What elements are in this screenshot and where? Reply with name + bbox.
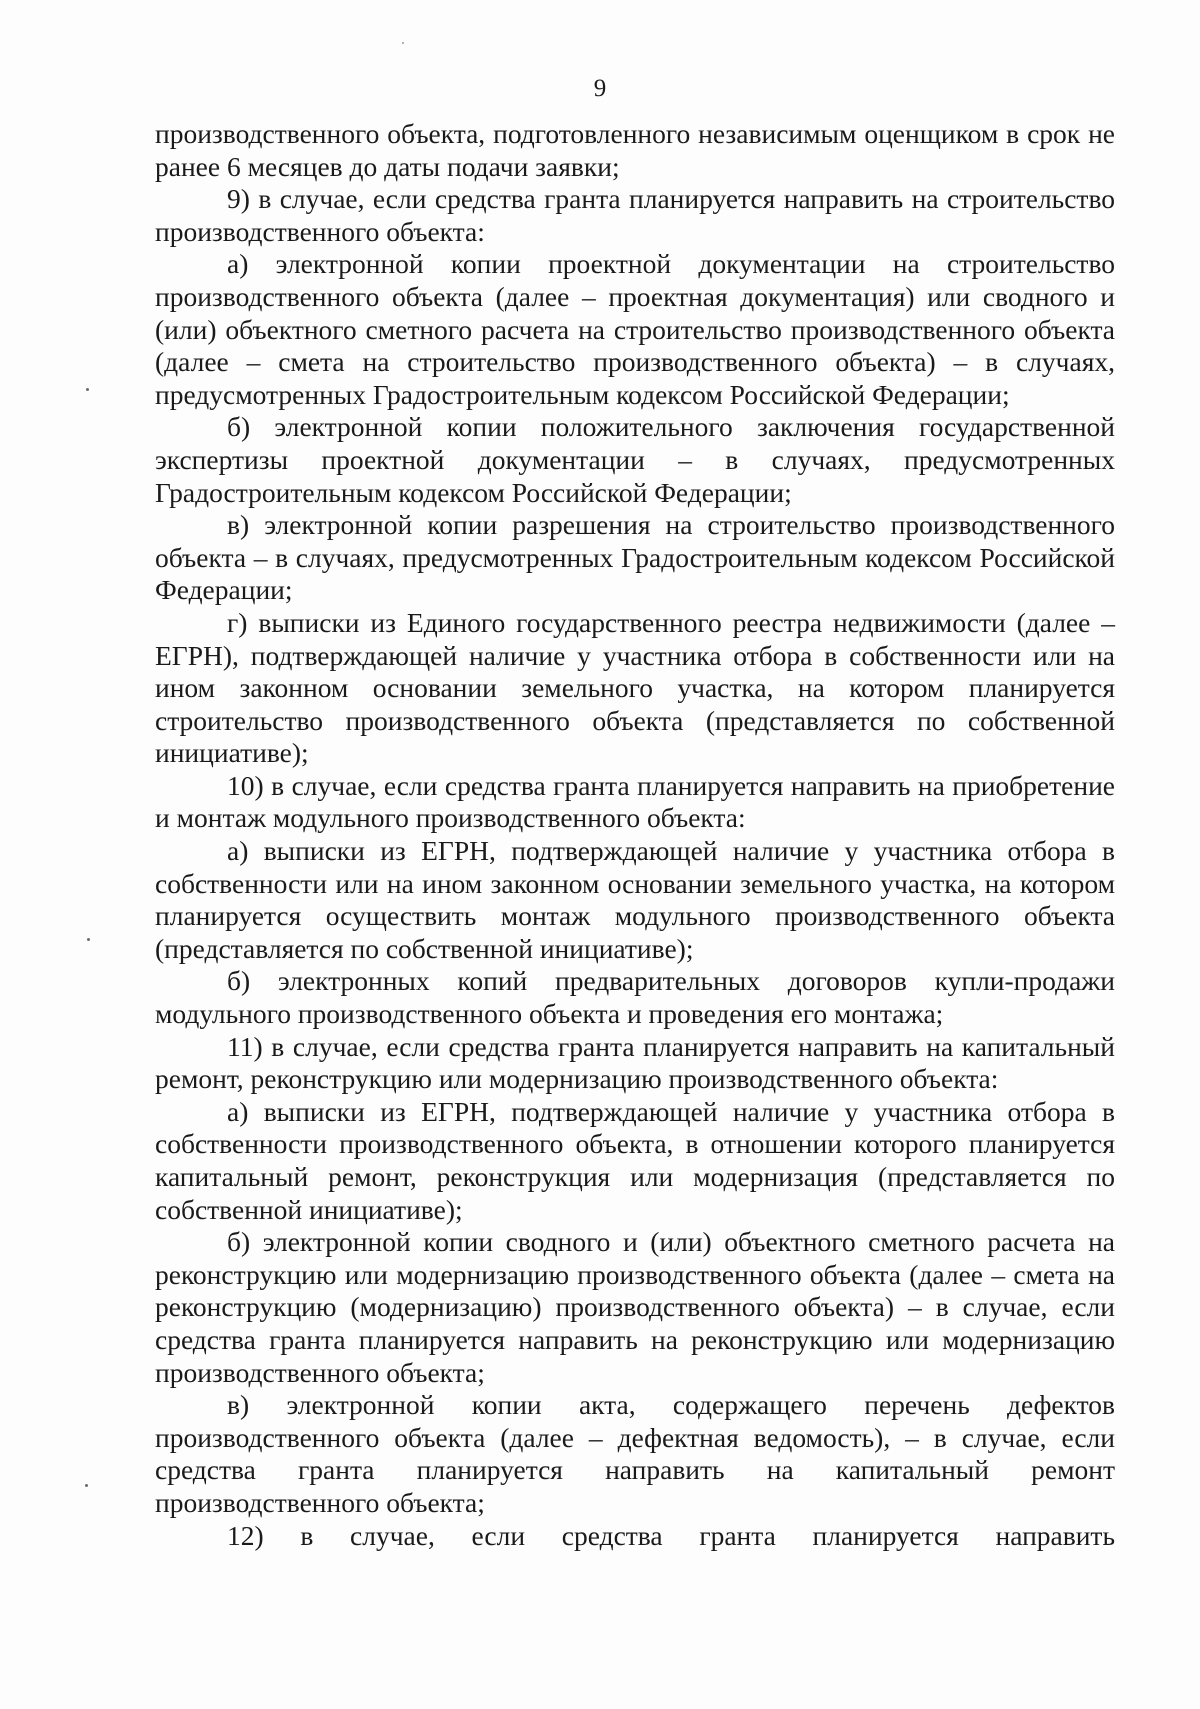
scan-speck: [87, 938, 90, 941]
paragraph-item-9g: г) выписки из Единого государственного реестра недвижимости (далее – ЕГРН), подтверждающей наличие у участника отбора в собственности или на ином законном основании земельного участка, на котором планируется строительство производственного объекта (представляется по собственной инициативе);: [155, 606, 1115, 769]
paragraph-continuation: производственного объекта, подготовленного независимым оценщиком в срок не ранее 6 месяцев до даты подачи заявки;: [155, 118, 1115, 182]
paragraph-item-9a: а) электронной копии проектной документации на строительство производственного объекта (далее – проектная документация) или сводного и (или) объектного сметного расчета на строительство производственного объекта (далее – смета на строительство производственного объекта) – в случаях, предусмотренных Градостроительным кодексом Российской Федерации;: [155, 248, 1115, 410]
paragraph-item-10: 10) в случае, если средства гранта планируется направить на приобретение и монтаж модульного производственного объекта:: [155, 769, 1115, 834]
paragraph-item-11: 11) в случае, если средства гранта планируется направить на капитальный ремонт, реконструкцию или модернизацию производственного объекта:: [155, 1030, 1115, 1095]
scan-speck: [402, 42, 404, 44]
paragraph-item-11v: в) электронной копии акта, содержащего перечень дефектов производственного объекта (далее – дефектная ведомость), – в случае, если средства гранта планируется направить на капитальный ремонт производственного объекта;: [155, 1389, 1115, 1518]
paragraph-item-9b: б) электронной копии положительного заключения государственной экспертизы проектной документации – в случаях, предусмотренных Градостроительным кодексом Российской Федерации;: [155, 411, 1115, 508]
paragraph-item-12: 12) в случае, если средства гранта планируется направить: [227, 1519, 1115, 1551]
scan-speck: [85, 1484, 88, 1487]
scan-speck: [86, 388, 89, 391]
paragraph-item-9: 9) в случае, если средства гранта планируется направить на строительство производственного объекта:: [155, 183, 1115, 247]
document-body: [155, 118, 1115, 1552]
paragraph-item-10a: а) выписки из ЕГРН, подтверждающей наличие у участника отбора в собственности или на ином законном основании земельного участка, на котором планируется осуществить монтаж модульного производственного объекта (представляется по собственной инициативе);: [155, 835, 1115, 964]
page-number: 9: [593, 75, 607, 102]
paragraph-item-11a: а) выписки из ЕГРН, подтверждающей наличие у участника отбора в собственности производственного объекта, в отношении которого планируется капитальный ремонт, реконструкция или модернизация (представляется по собственной инициативе);: [155, 1095, 1115, 1225]
paragraph-item-9v: в) электронной копии разрешения на строительство производственного объекта – в случаях, предусмотренных Градостроительным кодексом Российской Федерации;: [155, 509, 1115, 606]
paragraph-item-11b: б) электронной копии сводного и (или) объектного сметного расчета на реконструкцию или модернизацию производственного объекта (далее – смета на реконструкцию (модернизацию) производственного объекта) – в случае, если средства гранта планируется направить на реконструкцию или модернизацию производственного объекта;: [155, 1226, 1115, 1388]
paragraph-item-10b: б) электронных копий предварительных договоров купли-продажи модульного производственного объекта и проведения его монтажа;: [155, 965, 1115, 1030]
